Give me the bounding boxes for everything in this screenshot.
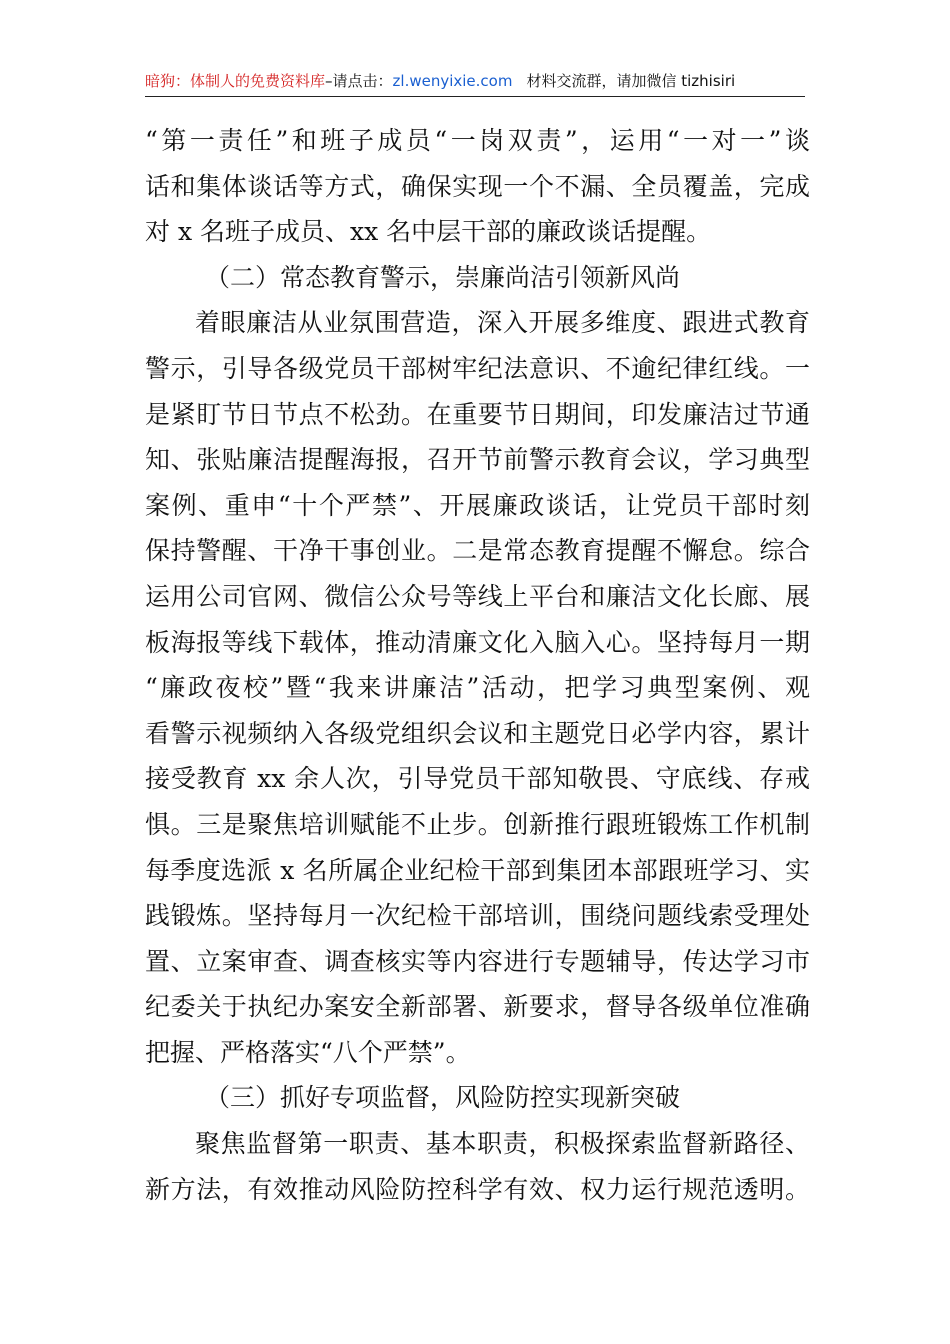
body-line: “廉政夜校”暨“我来讲廉洁”活动，把学习典型案例、观 xyxy=(145,673,810,703)
body-line: “第一责任”和班子成员“一岗双责”，运用“一对一”谈 xyxy=(145,126,810,155)
body-line: 保持警醒、干净干事创业。二是常态教育提醒不懈怠。综合 xyxy=(145,536,810,566)
body-line: 是紧盯节日节点不松劲。在重要节日期间，印发廉洁过节通 xyxy=(145,399,810,429)
body-line: 把握、严格落实“八个严禁”。 xyxy=(145,1037,471,1067)
header-click-prompt: –请点击： xyxy=(325,72,393,90)
section-heading-2: （二）常态教育警示，崇廉尚洁引领新风尚 xyxy=(205,262,681,292)
body-line: 着眼廉洁从业氛围营造，深入开展多维度、跟进式教育 xyxy=(195,308,810,338)
body-line: 话和集体谈话等方式，确保实现一个不漏、全员覆盖，完成 xyxy=(145,171,810,201)
body-line: 新方法，有效推动风险防控科学有效、权力运行规范透明。 xyxy=(145,1174,810,1204)
page-header xyxy=(145,70,805,97)
header-site-label: 暗狗：体制人的免费资料库 xyxy=(145,72,326,90)
body-line: 警示，引导各级党员干部树牢纪法意识、不逾纪律红线。一 xyxy=(145,353,810,383)
body-line: 践锻炼。坚持每月一次纪检干部培训，围绕问题线索受理处 xyxy=(145,901,810,931)
body-line: 惧。三是聚焦培训赋能不止步。创新推行跟班锻炼工作机制 xyxy=(145,809,810,839)
body-line: 接受教育 xx 余人次，引导党员干部知敬畏、守底线、存戒 xyxy=(145,764,810,794)
body-line: 知、张贴廉洁提醒海报，召开节前警示教育会议，学习典型 xyxy=(145,445,810,475)
body-line: 置、立案审查、调查核实等内容进行专题辅导，传达学习市 xyxy=(145,946,810,976)
body-line: 案例、重申“十个严禁”、开展廉政谈话，让党员干部时刻 xyxy=(145,490,810,520)
body-line: 运用公司官网、微信公众号等线上平台和廉洁文化长廊、展 xyxy=(145,581,810,611)
section-heading-3: （三）抓好专项监督，风险防控实现新突破 xyxy=(205,1083,681,1113)
header-group-note: 材料交流群，请加微信 tizhisiri xyxy=(526,72,736,90)
body-line: 板海报等线下载体，推动清廉文化入脑入心。坚持每月一期 xyxy=(145,627,810,657)
header-url-link[interactable]: zl.wenyixie.com xyxy=(392,72,513,90)
document-body xyxy=(145,118,810,1212)
body-line: 看警示视频纳入各级党组织会议和主题党日必学内容，累计 xyxy=(145,718,810,748)
body-line: 纪委关于执纪办案安全新部署、新要求，督导各级单位准确 xyxy=(145,992,810,1022)
body-line: 每季度选派 x 名所属企业纪检干部到集团本部跟班学习、实 xyxy=(145,855,810,885)
body-line: 对 x 名班子成员、xx 名中层干部的廉政谈话提醒。 xyxy=(145,217,712,247)
body-line: 聚焦监督第一职责、基本职责，积极探索监督新路径、 xyxy=(195,1129,810,1159)
